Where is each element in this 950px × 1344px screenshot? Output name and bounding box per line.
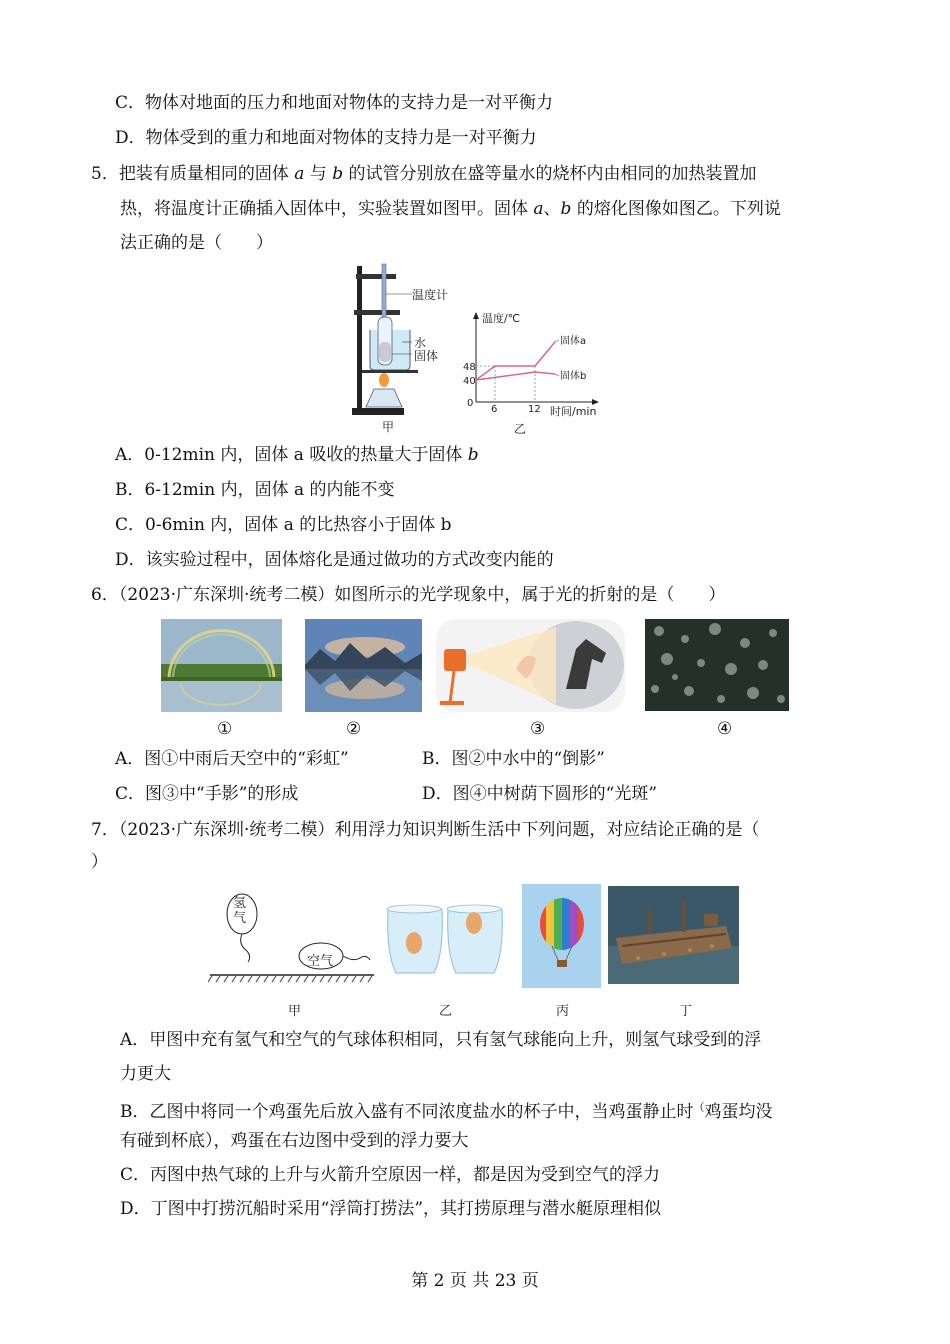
q4-option-c: C．物体对地面的压力和地面对物体的支持力是一对平衡力 (115, 93, 554, 113)
series-solid-b (476, 372, 555, 380)
tick-x12: 12 (528, 404, 541, 415)
img-label-4: ④ (717, 719, 733, 739)
shipwreck-image (608, 886, 739, 984)
legend-b: 固体b (560, 371, 587, 382)
legend-a: 固体a (560, 336, 587, 347)
hand-shadow-image (436, 619, 625, 712)
solid-label: 固体 (414, 349, 439, 363)
egg-left (406, 932, 422, 954)
q5-option-c: C．0-6min 内，固体 a 的比热容小于固体 b (115, 515, 452, 535)
fig7-caption-bing: 丙 (556, 1004, 570, 1019)
light-spots-image (645, 619, 789, 711)
q6-option-b: B．图②中水中的“倒影” (422, 749, 605, 769)
fig-jia-caption: 甲 (382, 420, 395, 434)
img-label-1: ① (217, 719, 233, 739)
q5-option-b: B．6-12min 内，固体 a 的内能不变 (115, 480, 395, 500)
img-label-3: ③ (530, 719, 546, 739)
tick-origin: 0 (467, 398, 474, 409)
q5-stem-line1: 5．把装有质量相同的固体 a 与 b 的试管分别放在盛等量水的烧杯内由相同的加热装置加 (91, 164, 757, 184)
q5-stem-line3: 法正确的是（ ） (120, 233, 273, 253)
rainbow-image (161, 619, 282, 712)
tick-y40: 40 (463, 376, 476, 387)
q6-option-c: C．图③中“手影”的形成 (115, 784, 299, 804)
q5-option-d: D．该实验过程中，固体熔化是通过做功的方式改变内能的 (115, 550, 554, 570)
q6-option-a: A．图①中雨后天空中的“彩虹” (115, 749, 349, 769)
tick-y48: 48 (463, 362, 476, 373)
img-label-2: ② (346, 719, 362, 739)
eggs-figure (384, 903, 504, 981)
water-label: 水 (414, 336, 427, 350)
q7-option-d: D．丁图中打捞沉船时采用“浮筒打捞法”，其打捞原理与潜水艇原理相似 (120, 1199, 662, 1219)
tick-x6: 6 (491, 404, 498, 415)
hydrogen-label: 氢气 (233, 896, 247, 926)
burner (366, 389, 402, 407)
thermometer-label: 温度计 (412, 288, 449, 302)
page-footer: 第 2 页 共 23 页 (411, 1271, 539, 1291)
egg-right (466, 912, 482, 934)
q5-stem-line2: 热，将温度计正确插入固体中，实验装置如图甲。固体 a、b 的熔化图像如图乙。下列说 (120, 199, 781, 219)
q6-stem: 6．（2023·广东深圳·统考二模）如图所示的光学现象中，属于光的折射的是（ ） (91, 585, 726, 605)
q4-option-d: D．物体受到的重力和地面对物体的支持力是一对平衡力 (115, 128, 537, 148)
fig-yi-caption: 乙 (514, 422, 527, 436)
graph-ylabel: 温度/℃ (482, 312, 521, 325)
stand-rod (357, 266, 362, 410)
melting-graph (455, 302, 615, 437)
q7-option-b-line1: B．乙图中将同一个鸡蛋先后放入盛有不同浓度盐水的杯子中，当鸡蛋静止时（鸡蛋均没 (120, 1101, 773, 1122)
q7-stem-line2: ） (91, 852, 108, 872)
air-label: 空气 (307, 954, 334, 969)
q7-option-c: C．丙图中热气球的上升与火箭升空原因一样，都是因为受到空气的浮力 (120, 1165, 661, 1185)
fig7-caption-jia: 甲 (288, 1004, 302, 1019)
fig7-caption-yi: 乙 (439, 1004, 453, 1019)
flame (379, 373, 389, 387)
q7-option-a-line2: 力更大 (120, 1064, 171, 1084)
reflection-image (305, 619, 422, 712)
q5-option-a: A．0-12min 内，固体 a 吸收的热量大于固体 b (115, 445, 479, 465)
q7-stem-line1: 7．（2023·广东深圳·统考二模）利用浮力知识判断生活中下列问题，对应结论正确的是（ (91, 820, 760, 840)
hot-air-balloon-image (522, 884, 601, 988)
q7-option-a-line1: A．甲图中充有氢气和空气的气球体积相同，只有氢气球能向上升，则氢气球受到的浮 (120, 1030, 762, 1050)
graph-xlabel: 时间/min (550, 405, 597, 418)
q7-option-b-line2: 有碰到杯底），鸡蛋在右边图中受到的浮力要大 (120, 1131, 469, 1151)
fig7-caption-ding: 丁 (679, 1004, 693, 1019)
q6-option-d: D．图④中树荫下圆形的“光斑” (422, 784, 658, 804)
